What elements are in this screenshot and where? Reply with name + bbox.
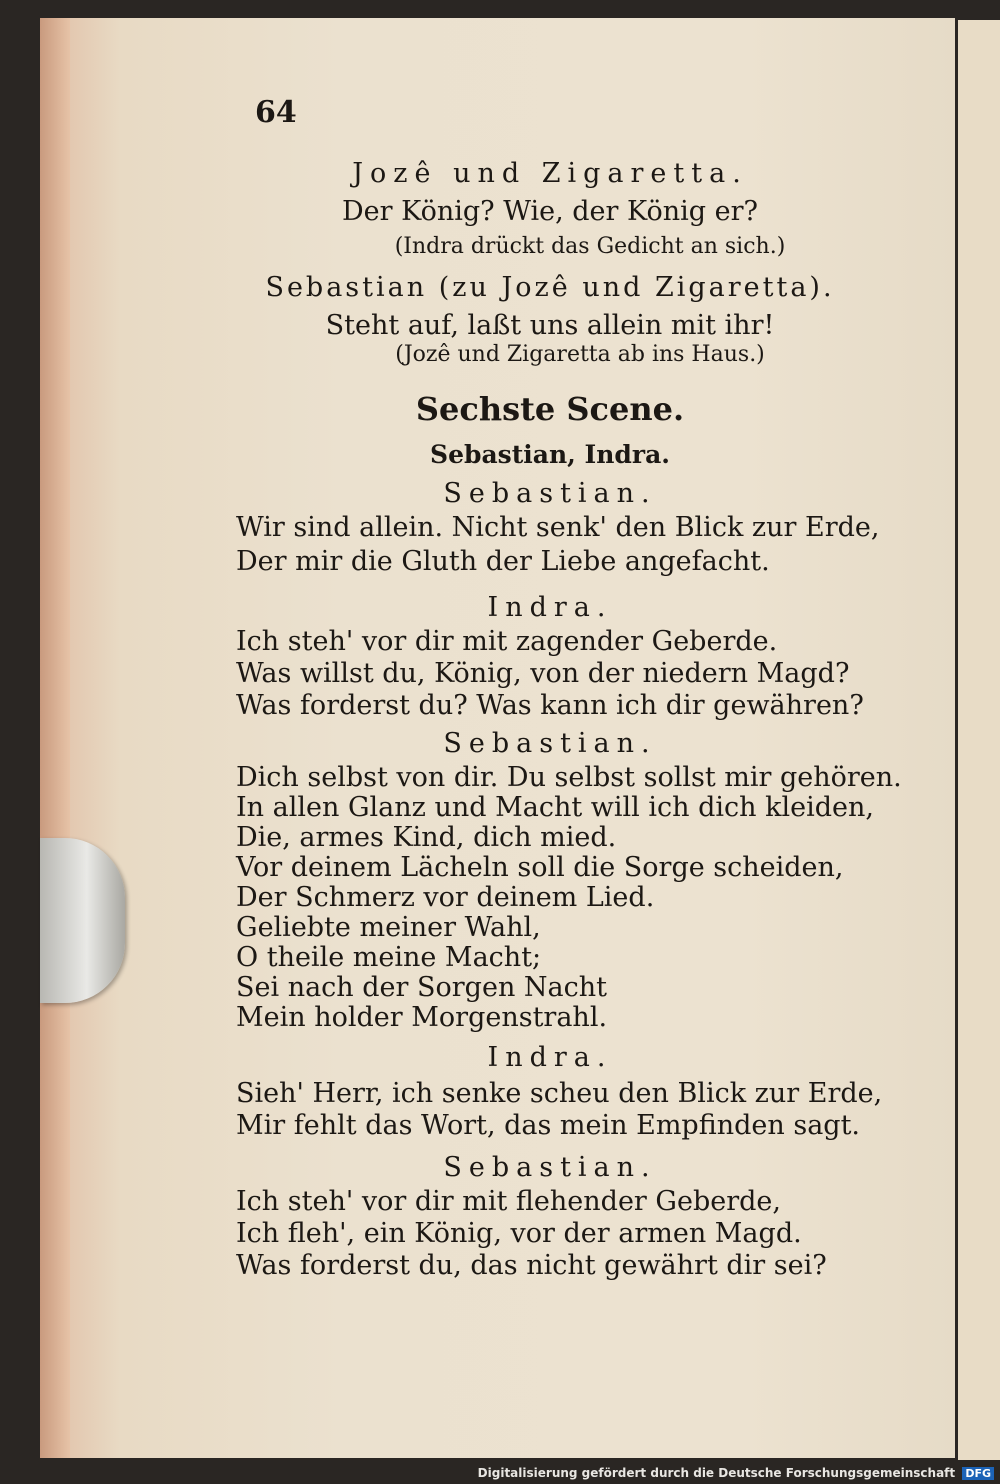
verse-line: Was willst du, König, von der niedern Magd? xyxy=(236,658,850,689)
speaker-heading: Jozê und Zigaretta. xyxy=(352,158,748,189)
verse-line: Sieh' Herr, ich senke scheu den Blick zur Erde, xyxy=(236,1078,883,1109)
page-edge xyxy=(40,18,70,1458)
speaker-heading: Indra. xyxy=(487,1042,613,1073)
dialogue-line: Steht auf, laßt uns allein mit ihr! xyxy=(325,310,775,341)
verse-line: Mir fehlt das Wort, das mein Empfinden sagt. xyxy=(236,1110,861,1141)
speaker-heading: Sebastian. xyxy=(443,1152,657,1183)
stage-direction: (Jozê und Zigaretta ab ins Haus.) xyxy=(395,342,765,367)
speaker-heading: Indra. xyxy=(487,592,613,623)
verse-line: Was forderst du? Was kann ich dir gewähren? xyxy=(236,690,864,721)
verse-line: Mein holder Morgenstrahl. xyxy=(236,1002,608,1033)
verse-line: Ich steh' vor dir mit zagender Geberde. xyxy=(236,626,778,657)
page-number: 64 xyxy=(255,95,297,130)
verse-line: Wir sind allein. Nicht senk' den Blick zur Erde, xyxy=(236,512,880,543)
verse-line: O theile meine Macht; xyxy=(236,942,542,973)
facing-page-edge xyxy=(958,20,1000,1460)
verse-line: Geliebte meiner Wahl, xyxy=(236,912,541,943)
cast-list: Sebastian, Indra. xyxy=(430,440,670,469)
verse-line: Der mir die Gluth der Liebe angefacht. xyxy=(236,546,770,577)
dialogue-line: Der König? Wie, der König er? xyxy=(342,196,758,227)
verse-line: Ich steh' vor dir mit flehender Geberde, xyxy=(236,1186,781,1217)
digitization-credit xyxy=(478,1466,994,1480)
verse-line: Sei nach der Sorgen Nacht xyxy=(236,972,607,1003)
stage-direction: (Indra drückt das Gedicht an sich.) xyxy=(394,234,786,259)
scene-title: Sechste Scene. xyxy=(415,390,685,428)
verse-line: Ich fleh', ein König, vor der armen Magd. xyxy=(236,1218,802,1249)
credit-text: Digitalisierung gefördert durch die Deutsche Forschungsgemeinschaft xyxy=(477,1466,956,1480)
verse-line: Dich selbst von dir. Du selbst sollst mir gehören. xyxy=(236,762,902,793)
page-clip xyxy=(40,838,125,1003)
verse-line: Die, armes Kind, dich mied. xyxy=(236,822,617,853)
verse-line: Vor deinem Lächeln soll die Sorge scheiden, xyxy=(236,852,844,883)
dfg-logo: DFG xyxy=(962,1467,994,1480)
speaker-heading: Sebastian. xyxy=(443,728,657,759)
verse-line: Was forderst du, das nicht gewährt dir sei? xyxy=(236,1250,827,1281)
verse-line: Der Schmerz vor deinem Lied. xyxy=(236,882,655,913)
speaker-heading: Sebastian. xyxy=(443,478,657,509)
verse-line: In allen Glanz und Macht will ich dich kleiden, xyxy=(236,792,874,823)
speaker-heading: Sebastian (zu Jozê und Zigaretta). xyxy=(265,272,835,303)
